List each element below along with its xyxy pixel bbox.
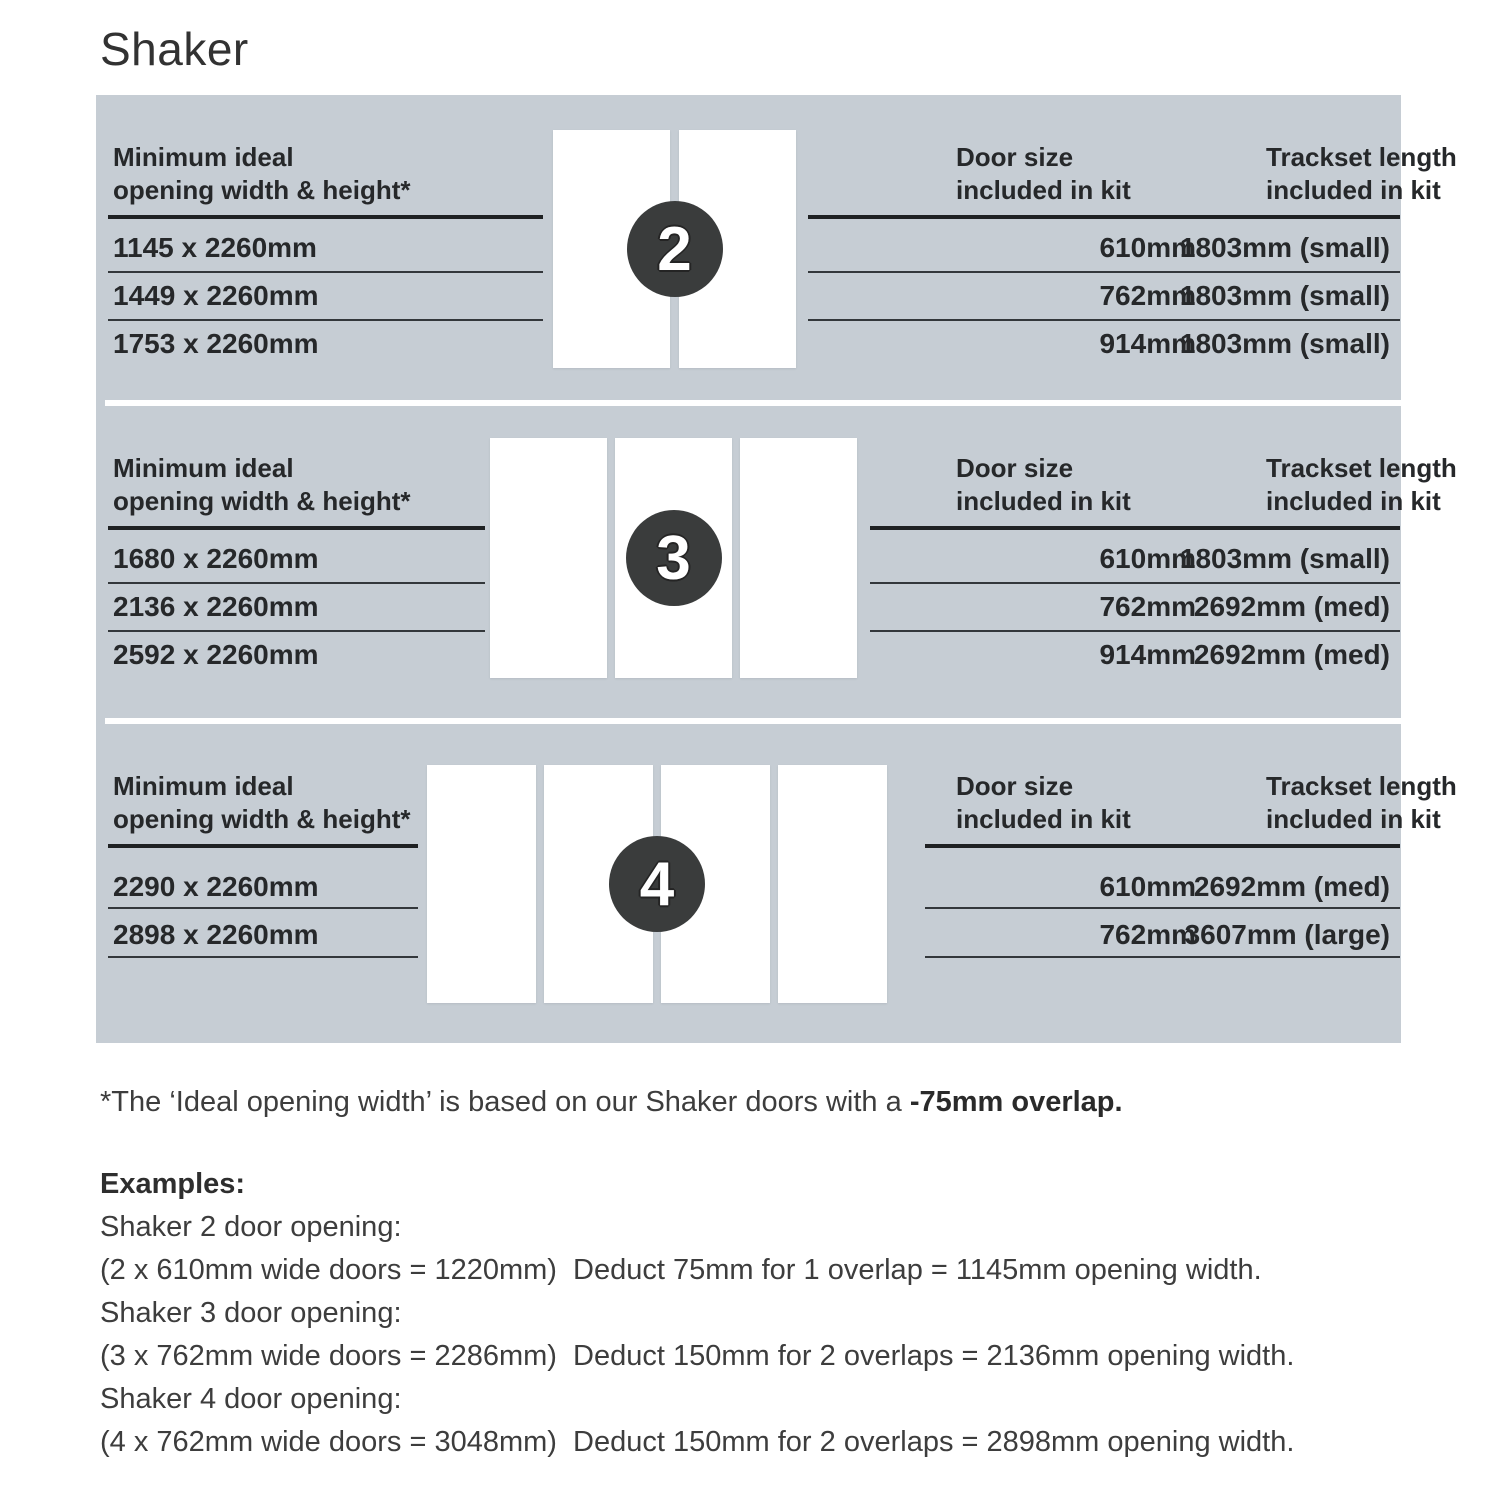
size-guide-panel [96, 95, 1457, 1043]
trackset-value: 1803mm (small) [1179, 232, 1390, 263]
door-size-value: 914mm [1099, 328, 1196, 359]
trackset-value: 2692mm (med) [1193, 871, 1390, 902]
row-divider [108, 582, 485, 584]
footnote-bold-text: -75mm overlap. [909, 1086, 1123, 1118]
trackset-value: 1803mm (small) [1179, 543, 1390, 574]
door-size-value: 610mm [1099, 232, 1196, 263]
row-divider [870, 630, 1400, 632]
door-size-header: Door size included in kit [956, 142, 1131, 205]
opening-size-value: 2898 x 2260mm [113, 919, 319, 950]
door-size-value: 762mm [1099, 919, 1196, 950]
kit-table: Door size included in kit Trackset length included in kit 610mm 2692mm (med) 762mm 3607mm (large) [925, 724, 1400, 1043]
example-detail: (4 x 762mm wide doors = 3048mm) Deduct 150mm for 2 overlaps = 2898mm opening width. [100, 1426, 1295, 1458]
row-divider [870, 582, 1400, 584]
row-divider [925, 956, 1400, 958]
opening-header-line2: opening width & height* [113, 804, 411, 834]
footnote-text: *The ‘Ideal opening width’ is based on our Shaker doors with a [100, 1086, 910, 1118]
door-size-value: 610mm [1099, 871, 1196, 902]
overlap-footnote [100, 1086, 1123, 1119]
kit-table-rule [925, 844, 1400, 848]
kit-table-rule [870, 526, 1400, 530]
row-divider [808, 319, 1400, 321]
opening-size-value: 2136 x 2260mm [113, 591, 319, 622]
opening-size-value: 1680 x 2260mm [113, 543, 319, 574]
opening-size-value: 1145 x 2260mm [113, 232, 317, 263]
row-divider [108, 271, 543, 273]
door-illustration-2 [553, 130, 796, 368]
opening-header-line2: opening width & height* [113, 486, 411, 516]
opening-header [113, 141, 411, 207]
kit-table-rule [808, 215, 1400, 219]
section-4-door [96, 724, 1457, 1043]
door-size-value: 762mm [1099, 280, 1196, 311]
row-divider [108, 319, 543, 321]
example-detail: (2 x 610mm wide doors = 1220mm) Deduct 75mm for 1 overlap = 1145mm opening width. [100, 1254, 1262, 1286]
door-size-value: 914mm [1099, 639, 1196, 670]
row-divider [925, 907, 1400, 909]
door-size-header: Door size included in kit [956, 453, 1131, 516]
door-panel [490, 438, 607, 678]
door-panel [778, 765, 887, 1003]
door-panel [740, 438, 857, 678]
door-illustration-4 [427, 765, 887, 1003]
page-title: Shaker [100, 23, 249, 75]
examples-heading: Examples: [100, 1168, 246, 1200]
row-divider [808, 271, 1400, 273]
row-divider [108, 907, 418, 909]
door-size-value: 762mm [1099, 591, 1196, 622]
trackset-value: 1803mm (small) [1179, 280, 1390, 311]
opening-header [113, 770, 411, 836]
door-size-value: 610mm [1099, 543, 1196, 574]
trackset-value: 1803mm (small) [1179, 328, 1390, 359]
door-illustration-3 [490, 438, 857, 678]
opening-size-value: 1753 x 2260mm [113, 328, 319, 359]
row-divider [108, 630, 485, 632]
opening-header-line1: Minimum ideal [113, 771, 294, 801]
kit-table: Door size included in kit Trackset length included in kit 610mm 1803mm (small) 762mm 1803mm (small) 914mm 1803mm (small) [808, 95, 1400, 400]
opening-header-line1: Minimum ideal [113, 142, 294, 172]
door-panel [427, 765, 536, 1003]
example-label: Shaker 2 door opening: [100, 1211, 402, 1243]
section-3-door [96, 406, 1457, 718]
opening-size-value: 2592 x 2260mm [113, 639, 319, 670]
opening-header [113, 452, 411, 518]
door-count-badge: 2 [627, 201, 723, 297]
section-2-door [96, 95, 1457, 400]
trackset-value: 2692mm (med) [1193, 591, 1390, 622]
examples-block [100, 1163, 1294, 1464]
door-count-badge: 4 [609, 836, 705, 932]
door-size-header: Door size included in kit [956, 771, 1131, 834]
opening-header-line1: Minimum ideal [113, 453, 294, 483]
kit-table: Door size included in kit Trackset length included in kit 610mm 1803mm (small) 762mm 2692mm (med) 914mm 2692mm (med) [870, 406, 1400, 718]
example-detail: (3 x 762mm wide doors = 2286mm) Deduct 150mm for 2 overlaps = 2136mm opening width. [100, 1340, 1295, 1372]
trackset-value: 2692mm (med) [1193, 639, 1390, 670]
opening-header-rule [108, 215, 543, 219]
door-count-badge: 3 [626, 510, 722, 606]
opening-size-value: 2290 x 2260mm [113, 871, 319, 902]
row-divider [108, 956, 418, 958]
opening-header-line2: opening width & height* [113, 175, 411, 205]
opening-size-value: 1449 x 2260mm [113, 280, 319, 311]
example-label: Shaker 3 door opening: [100, 1297, 402, 1329]
opening-header-rule [108, 844, 418, 848]
opening-header-rule [108, 526, 485, 530]
example-label: Shaker 4 door opening: [100, 1383, 402, 1415]
trackset-value: 3607mm (large) [1184, 919, 1390, 950]
